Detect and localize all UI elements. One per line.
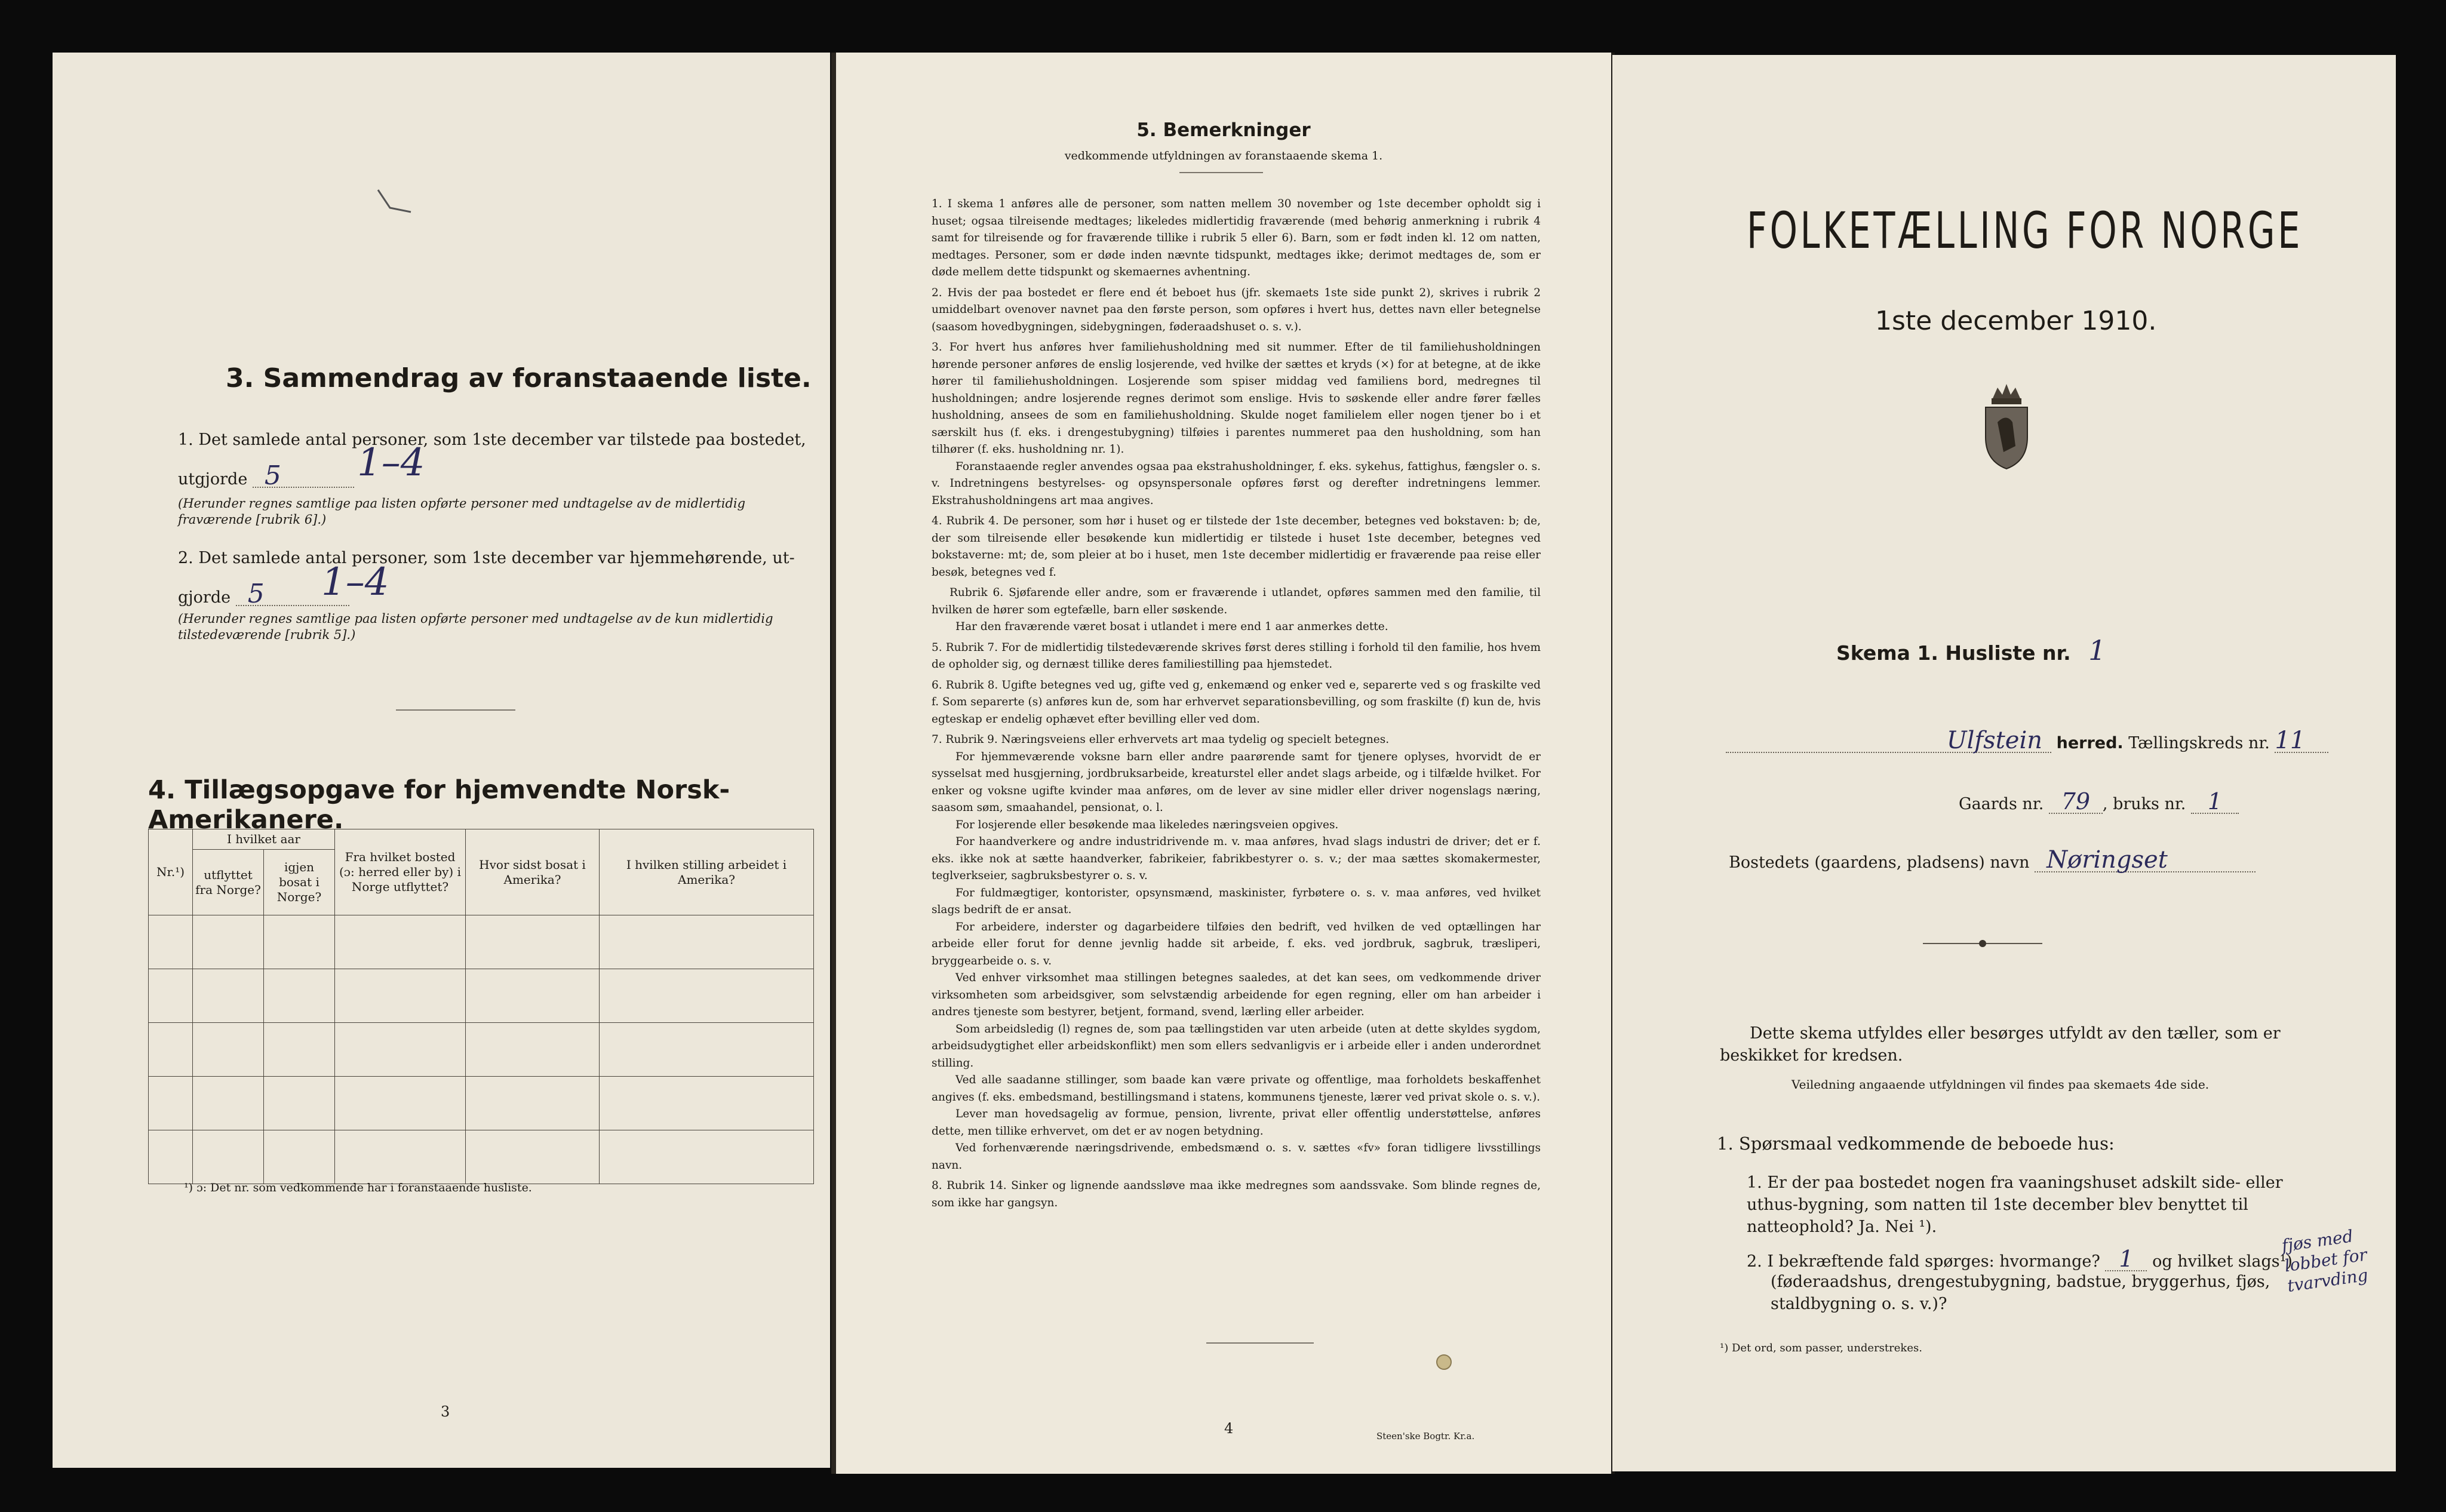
col-last-residence: Hvor sidst bosat i Amerika? bbox=[466, 829, 600, 915]
remark-paragraph: 8. Rubrik 14. Sinker og lignende aandssløve maa ikke medregnes som aandssvake. Som blinde regnes de, som ikke har gangsyn. bbox=[932, 1179, 1541, 1209]
col-occupation: I hvilken stilling arbeidet i Amerika? bbox=[600, 829, 814, 915]
kreds-value: 11 bbox=[2275, 730, 2328, 753]
col-which-year: I hvilket aar bbox=[193, 829, 335, 850]
question-2-hand-kind: fjøs med lobbet for tvarvding bbox=[2280, 1226, 2370, 1296]
bosted-row bbox=[1729, 846, 2256, 874]
table-row bbox=[149, 969, 814, 1023]
left-page bbox=[53, 53, 830, 1468]
q1-hand-value: 5 bbox=[253, 465, 354, 488]
q2-hand-value: 5 bbox=[236, 583, 349, 606]
herred-label: herred. bbox=[2056, 734, 2124, 752]
bosted-label: Bostedets (gaardens, pladsens) navn bbox=[1729, 853, 2030, 872]
remark-paragraph: 1. I skema 1 anføres alle de personer, som natten mellem 30 november og 1ste december opholdt sig i huset; ogsaa tilreisende medtages; likeledes midlertidig fraværende (med behørig anmerkning i rubrik 4 samt for tilreisende og for fraværende tillike i rubrik 5 eller 6). Barn, som er født inden kl. 12 om natten, medtages. Personer, som er døde inden nævnte tidspunkt, medtages ikke; derimot medtages de, som er døde mellem dette tidspunkt og skemaernes avhentning. bbox=[932, 198, 1541, 278]
right-page bbox=[1612, 55, 2396, 1471]
remark-paragraph: For hjemmeværende voksne barn eller andre paarørende samt for tjenere oplyses, hvorvidt de er sysselsat med husgjerning, jordbruksarbeide, kreaturstel eller andet slags arbeide, og i tilfælde hvilket. For enker og voksne ugifte kvinder maa anføres, om de lever av sine midler eller driver nogenslags næring, saasom søm, smaahandel, pensionat, o. l. bbox=[932, 750, 1541, 814]
herred-row bbox=[1726, 727, 2377, 754]
col-emigrated: utflyttet fra Norge? bbox=[193, 850, 264, 915]
q1-utgjorde-row bbox=[178, 460, 354, 491]
col-nr: Nr.¹) bbox=[149, 829, 193, 915]
q1-hand-range: 1–4 bbox=[357, 441, 425, 485]
question-1: 1. Er der paa bostedet nogen fra vaaningshuset adskilt side- eller uthus-bygning, som natten til 1ste december blev benyttet til natteophold? Ja. Nei ¹). bbox=[1747, 1173, 2283, 1236]
kreds-label: Tællingskreds nr. bbox=[2128, 734, 2270, 752]
bosted-value: Nøringset bbox=[2035, 849, 2256, 872]
gaards-label: Gaards nr. bbox=[1959, 795, 2044, 813]
q1-text: 1. Det samlede antal personer, som 1ste december var tilstede paa bostedet, bbox=[178, 431, 806, 449]
bruks-value: 1 bbox=[2191, 791, 2239, 814]
remarks-body bbox=[932, 196, 1541, 1212]
gaards-value: 79 bbox=[2049, 791, 2103, 814]
pen-mark-icon bbox=[375, 187, 417, 217]
question-2-label: 2. I bekræftende fald spørges: hvormange? bbox=[1747, 1252, 2100, 1271]
remark-paragraph: Foranstaaende regler anvendes ogsaa paa ekstrahusholdninger, f. eks. sykehus, fattighus, fængsler o. s. v. Indretningens bestyrelses- og opsynspersonale opføres først og derefter indretningens lemmer. Ekstrahusholdningens art maa angives. bbox=[932, 460, 1541, 507]
schema-label: Skema 1. Husliste nr. bbox=[1836, 641, 2071, 665]
census-date: 1ste december 1910. bbox=[1875, 306, 2157, 336]
guidance-text: Veiledning angaaende utfyldningen vil findes paa skemaets 4de side. bbox=[1792, 1077, 2210, 1092]
remark-paragraph: Lever man hovedsagelig av formue, pension, livrente, privat eller offentlig understøttelse, anføres dette, men tillike erhvervet, om det er av nogen betydning. bbox=[932, 1108, 1541, 1138]
remark-paragraph: Ved enhver virksomhet maa stillingen betegnes saaledes, at det kan sees, om vedkommende driver virksomheten som arbeidsgiver, som selvstændig arbeidende for egen regning, eller om han arbeider i andres tjeneste som bestyrer, betjent, formand, svend, lærling eller arbeider. bbox=[932, 972, 1541, 1018]
divider bbox=[396, 709, 515, 711]
right-footnote: ¹) Det ord, som passer, understrekes. bbox=[1720, 1342, 1922, 1354]
question-2-count: 1 bbox=[2105, 1248, 2147, 1271]
remark-paragraph: For losjerende eller besøkende maa likeledes næringsveien opgives. bbox=[955, 818, 1339, 831]
remark-paragraph: Rubrik 6. Sjøfarende eller andre, som er fraværende i utlandet, opføres sammen med den familie, til hvilken de hører som egtefælle, barn eller søskende. bbox=[932, 586, 1541, 616]
table-row bbox=[149, 1077, 814, 1130]
left-footnote: ¹) ɔ: Det nr. som vedkommende har i foranstaaende husliste. bbox=[184, 1181, 532, 1194]
main-title: FOLKETÆLLING FOR NORGE bbox=[1747, 201, 2303, 260]
table-row bbox=[149, 915, 814, 969]
remark-paragraph: 6. Rubrik 8. Ugifte betegnes ved ug, gifte ved g, enkemænd og enker ved e, separerte ved s og fraskilte ved f. Som separerte (s) anføres kun de, som har erhvervet separationsbevilling, og som fraskilte (f) kun de, hvis egteskap er endelig ophævet efter bevilling eller ved dom. bbox=[932, 678, 1541, 726]
herred-value: Ulfstein bbox=[1726, 730, 2051, 753]
printer-imprint: Steen'ske Bogtr. Kr.a. bbox=[1376, 1431, 1475, 1442]
section3-title: 3. Sammendrag av foranstaaende liste. bbox=[226, 363, 812, 394]
title-divider bbox=[1179, 172, 1263, 173]
q1-note: (Herunder regnes samtlige paa listen opførte personer med undtagelse av de midlertidig fraværende [rubrik 6].) bbox=[178, 496, 746, 527]
norway-coat-of-arms-icon bbox=[1980, 380, 2033, 470]
question-section-title: 1. Spørsmaal vedkommende de beboede hus: bbox=[1717, 1133, 2115, 1154]
norsk-amerikanere-table bbox=[148, 829, 814, 1184]
question-2-rest: (føderaadshus, drengestubygning, badstue, bryggerhus, fjøs, staldbygning o. s. v.)? bbox=[1771, 1273, 2270, 1313]
remarks-subtitle: vedkommende utfyldningen av foranstaaende skema 1. bbox=[1064, 149, 1383, 162]
remark-paragraph: Ved forhenværende næringsdrivende, embedsmænd o. s. v. sættes «fv» foran tidligere livsstillings navn. bbox=[932, 1142, 1541, 1172]
printer-stamp-icon bbox=[1433, 1351, 1455, 1373]
ornament-divider-icon bbox=[1923, 938, 2042, 949]
col-from-where: Fra hvilket bosted (ɔ: herred eller by) i Norge utflyttet? bbox=[335, 829, 466, 915]
bruks-label: bruks nr. bbox=[2113, 795, 2186, 813]
middle-page-number: 4 bbox=[1224, 1420, 1234, 1437]
remark-paragraph: 5. Rubrik 7. For de midlertidig tilstedeværende skrives først deres stilling i forhold til den familie, hos hvem de opholder sig, og dernæst tillike deres familiestilling paa hjemstedet. bbox=[932, 641, 1541, 671]
q2-utgjorde-label: gjorde bbox=[178, 588, 231, 607]
col-returned: igjen bosat i Norge? bbox=[264, 850, 335, 915]
remark-paragraph: Som arbeidsledig (l) regnes de, som paa tællingstiden var uten arbeide (uten at dette skyldes sygdom, arbeidsudygtighet eller arbeidskonflikt) men som ellers sedvanligvis er i arbeide eller i anden underordnet stilling. bbox=[932, 1022, 1541, 1070]
q2-hand-range: 1–4 bbox=[321, 560, 389, 604]
q2-text: 2. Det samlede antal personer, som 1ste december var hjemmehørende, ut- bbox=[178, 549, 795, 567]
remark-paragraph: 2. Hvis der paa bostedet er flere end ét beboet hus (jfr. skemaets 1ste side punkt 2), skrives i rubrik 2 umiddelbart ovenover navnet paa den første person, som opføres i hvert hus, dettes navn eller betegnelse (saasom hovedbygningen, sidebygningen, føderaadshuset o. s. v.). bbox=[932, 286, 1541, 333]
remark-paragraph: For fuldmægtiger, kontorister, opsynsmænd, maskinister, fyrbøtere o. s. v. maa anføres, ved hvilket slags bedrift de er ansat. bbox=[932, 886, 1541, 916]
question-2-row bbox=[1747, 1248, 2314, 1273]
instruction-text: Dette skema utfyldes eller besørges utfyldt av den tæller, som er beskikket for kredsen. bbox=[1720, 1024, 2281, 1065]
question-2-cont: og hvilket slags¹) bbox=[2152, 1252, 2293, 1271]
gaards-row: Gaards nr. 79 , bruks nr. 1 bbox=[1959, 791, 2239, 815]
schema-row bbox=[1836, 634, 2106, 666]
remark-paragraph: 7. Rubrik 9. Næringsveiens eller erhvervets art maa tydelig og specielt betegnes. bbox=[932, 733, 1390, 746]
q1-utgjorde-label: utgjorde bbox=[178, 470, 248, 488]
q2-note: (Herunder regnes samtlige paa listen opførte personer med undtagelse av de kun midlertidig tilstedeværende [rubrik 5].) bbox=[178, 611, 773, 642]
bottom-divider bbox=[1206, 1342, 1314, 1344]
husliste-number: 1 bbox=[2088, 634, 2106, 666]
remark-paragraph: For haandverkere og andre industridrivende m. v. maa anføres, hvad slags industri de driver; det er f. eks. ikke nok at sætte haandverker, fabrikeier, fabrikbestyrer o. s. v.; der maa sættes skomakermester, teglverkseier, sagbruksbestyrer o. s. v. bbox=[932, 835, 1541, 882]
remark-paragraph: For arbeidere, inderster og dagarbeidere tilføies den bedrift, ved hvilken de ved optællingen har arbeide eller forut for denne jevnlig hadde sit arbeide, f. eks. ved jordbruk, sagbruk, træsliperi, bryggearbeide o. s. v. bbox=[932, 920, 1541, 967]
table-row bbox=[149, 1023, 814, 1077]
table-row bbox=[149, 1130, 814, 1184]
remark-paragraph: Har den fraværende været bosat i utlandet i mere end 1 aar anmerkes dette. bbox=[955, 620, 1388, 633]
remarks-title: 5. Bemerkninger bbox=[1136, 119, 1311, 141]
left-page-number: 3 bbox=[441, 1403, 450, 1420]
middle-page bbox=[836, 53, 1611, 1474]
section4-title: 4. Tillægsopgave for hjemvendte Norsk-Amerikanere. bbox=[148, 775, 730, 835]
remark-paragraph: 3. For hvert hus anføres hver familiehusholdning med sit nummer. Efter de til familiehusholdningen hørende personer anføres de enslig losjerende, ved hvilke der sættes et kryds (×) for at betegne, at de ikke hører til familiehusholdningen. Losjerende som spiser middag ved familiens bord, medregnes til husholdningen; andre losjerende regnes derimot som enslige. Hvis to søskende eller andre fører fælles husholdning, ansees de som en familiehusholdning. Skulde noget familielem eller nogen tjener bo i et særskilt hus (f. eks. i drengestubygning) tilføies i parentes nummeret paa den husholdning, som han tilhører (f. eks. husholdning nr. 1). bbox=[932, 341, 1541, 456]
remark-paragraph: Ved alle saadanne stillinger, som baade kan være private og offentlige, maa forholdets beskaffenhet angives (f. eks. embedsmand, bestillingsmand i statens, kommunens tjeneste, lærer ved privat skole o. s. v.). bbox=[932, 1074, 1541, 1104]
remark-paragraph: 4. Rubrik 4. De personer, som hør i huset og er tilstede der 1ste december, betegnes ved bokstaven: b; de, der som tilreisende eller besøkende kun midlertidig er tilstede i huset 1ste december, betegnes ved bokstaverne: mt; de, som pleier at bo i huset, men 1ste december midlertidig er fraværende paa reise eller besøk, betegnes ved f. bbox=[932, 515, 1541, 579]
